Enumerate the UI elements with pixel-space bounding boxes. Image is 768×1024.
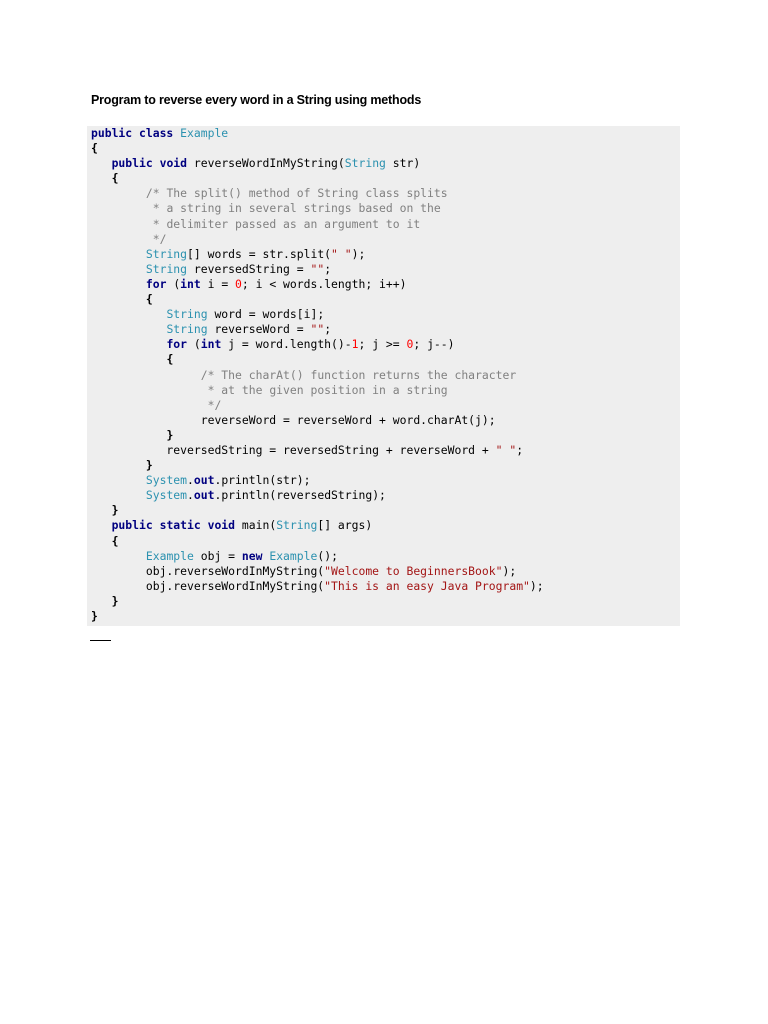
code-token: out [193,473,215,488]
code-line [91,247,544,262]
code-token: "Welcome to BeginnersBook" [324,563,503,578]
code-token: reverseWord = reverseWord + word.charAt(j); [91,412,496,427]
code-token: String [276,518,318,533]
code-token: reverseWord = [207,322,311,337]
code-token [91,534,112,548]
code-token: obj.reverseWordInMyString( [91,563,325,578]
code-token [91,232,153,246]
code-token: str) [385,156,421,171]
code-token: ; j >= [358,337,407,352]
code-token: ( [193,337,201,352]
code-token: * delimiter passed as an argument to it [152,216,421,231]
code-line [91,443,544,458]
code-token: { [166,352,174,367]
code-token [91,458,146,472]
code-token: { [91,141,98,156]
code-token: { [145,292,153,307]
code-token: " " [331,246,352,261]
code-line [91,488,544,503]
code-line [91,428,544,443]
code-token [91,307,166,321]
code-token [91,594,112,608]
code-token: . [187,488,194,503]
code-token: obj.reverseWordInMyString( [91,578,325,593]
code-token: void [207,518,242,533]
code-line [91,322,544,337]
code-line [91,352,544,367]
code-token: String [166,322,208,337]
code-token: Example [180,126,229,140]
code-token: "This is an easy Java Program" [324,578,530,593]
code-line [91,171,544,186]
code-token [91,337,166,351]
code-token: public [111,156,160,171]
code-line [91,534,544,549]
code-token: .println(str); [214,473,311,488]
code-token: ); [351,246,366,261]
code-token [91,217,153,231]
code-token [91,156,112,170]
code-token: String [166,307,208,322]
code-token [91,383,208,397]
code-token [91,368,201,382]
code-token: } [166,427,174,442]
code-token: Example [145,548,194,563]
code-line [91,368,544,383]
code-token [91,322,166,336]
code-token: } [111,593,119,608]
code-token: ); [529,578,544,593]
code-line [91,141,544,156]
code-token [91,262,146,276]
code-token: Example [269,548,318,563]
code-token: } [145,458,153,473]
code-line [91,126,544,141]
code-token: */ [152,231,167,246]
code-line [91,307,544,322]
code-token [91,277,146,291]
code-token: String [344,156,386,171]
code-line [91,594,544,609]
code-block [91,126,544,624]
code-token: { [111,533,119,548]
code-token: ; [324,261,332,276]
code-token: for [145,276,174,291]
code-token [91,488,146,502]
code-token: out [193,488,215,503]
code-token: ( [173,276,181,291]
code-token: 0 [235,276,242,291]
code-token: } [111,503,119,518]
code-token: [] words = str.split( [187,246,332,261]
code-line [91,398,544,413]
code-token: String [145,261,188,276]
code-token [91,201,153,215]
code-token: [] args) [317,518,373,533]
code-token: void [159,156,194,171]
code-token: ; i < words.length; i++) [241,276,407,291]
code-token: 0 [406,337,414,352]
code-line [91,473,544,488]
code-token: i = [207,276,236,291]
code-token: (); [317,548,338,563]
code-line [91,549,544,564]
code-token: String [145,246,188,261]
code-line [91,503,544,518]
code-token: public static [111,518,208,533]
code-line [91,262,544,277]
code-token: reversedString = reversedString + reverseWord + [91,442,496,457]
code-line [91,292,544,307]
code-token: new [241,548,270,563]
code-token [91,518,112,532]
code-token: j = word.length()- [228,337,352,352]
code-token: int [180,276,208,291]
code-line [91,383,544,398]
code-token: .println(reversedString); [214,488,386,503]
code-line [91,232,544,247]
document-title: Program to reverse every word in a String using methods [91,93,422,107]
code-line [91,186,544,201]
code-token: obj = [193,548,242,563]
code-token [91,549,146,563]
code-token [91,292,146,306]
code-token: ; [516,442,524,457]
code-token: for [166,337,194,352]
code-token: ; [324,322,332,337]
code-token: { [111,171,119,186]
code-token: } [91,609,98,623]
code-token: /* The split() method of String class splits [145,186,448,201]
code-token: System [145,488,188,503]
code-line [91,609,544,624]
code-token [91,247,146,261]
code-token [91,473,146,487]
code-line [91,413,544,428]
code-line [91,518,544,533]
code-line [91,564,544,579]
code-token [91,171,112,185]
code-token: public class [91,126,181,140]
code-token [91,186,146,200]
code-token: reverseWordInMyString( [193,156,345,171]
code-token: "" [310,261,325,276]
code-line [91,458,544,473]
code-token: * a string in several strings based on the [152,201,441,216]
code-line [91,217,544,232]
code-token: "" [310,322,325,337]
code-line [91,277,544,292]
code-line [91,579,544,594]
trailing-underline [90,640,111,641]
code-token: " " [495,442,517,457]
code-token [91,398,208,412]
code-line [91,201,544,216]
code-token: 1 [351,337,359,352]
code-token: word = words[i]; [207,307,325,322]
code-line [91,337,544,352]
code-token: reversedString = [187,261,311,276]
code-token: System [145,473,188,488]
code-token [91,503,112,517]
code-token [91,352,166,366]
code-token: main( [241,518,277,533]
code-token: /* The charAt() function returns the character [200,367,517,382]
code-line [91,156,544,171]
code-token: */ [207,397,222,412]
code-token: ); [502,563,517,578]
code-token: . [187,473,194,488]
code-token: ; j--) [413,337,455,352]
code-token [91,428,166,442]
code-token: int [200,337,229,352]
code-token: * at the given position in a string [207,382,448,397]
